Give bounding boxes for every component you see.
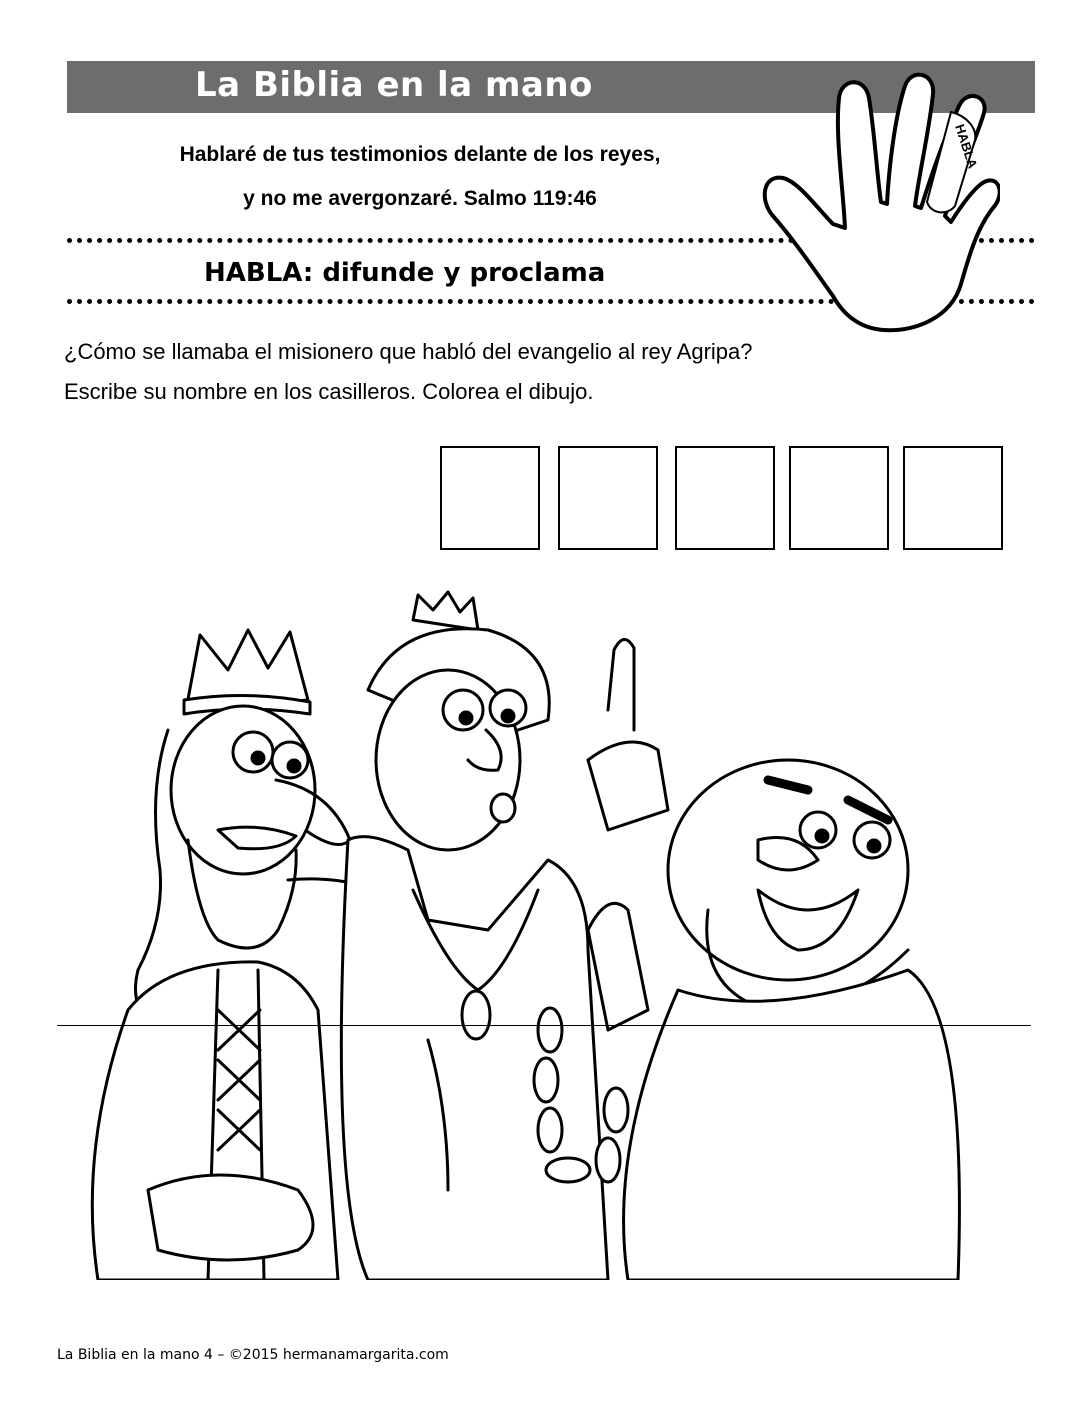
answer-box-3[interactable] xyxy=(675,446,775,550)
footer-rule xyxy=(57,1025,1031,1026)
verse-line-2: y no me avergonzaré. Salmo 119:46 xyxy=(243,187,597,210)
answer-box-2[interactable] xyxy=(558,446,658,550)
footer-credit: La Biblia en la mano 4 – ©2015 hermanamargarita.com xyxy=(57,1347,449,1363)
answer-box-4[interactable] xyxy=(789,446,889,550)
answer-box-5[interactable] xyxy=(903,446,1003,550)
activity-instruction: Escribe su nombre en los casilleros. Colorea el dibujo. xyxy=(64,379,594,404)
answer-box-1[interactable] xyxy=(440,446,540,550)
page-title: La Biblia en la mano xyxy=(195,65,593,105)
verse-line-1: Hablaré de tus testimonios delante de los reyes, xyxy=(179,143,661,166)
hand-label: HABLA xyxy=(952,122,981,171)
coloring-illustration xyxy=(68,590,1028,1280)
king-figure xyxy=(92,630,364,1280)
section-title: HABLA: difunde y proclama xyxy=(204,258,606,288)
hand-icon xyxy=(755,66,1000,336)
activity-question: ¿Cómo se llamaba el misionero que habló del evangelio al rey Agripa? xyxy=(64,339,753,364)
